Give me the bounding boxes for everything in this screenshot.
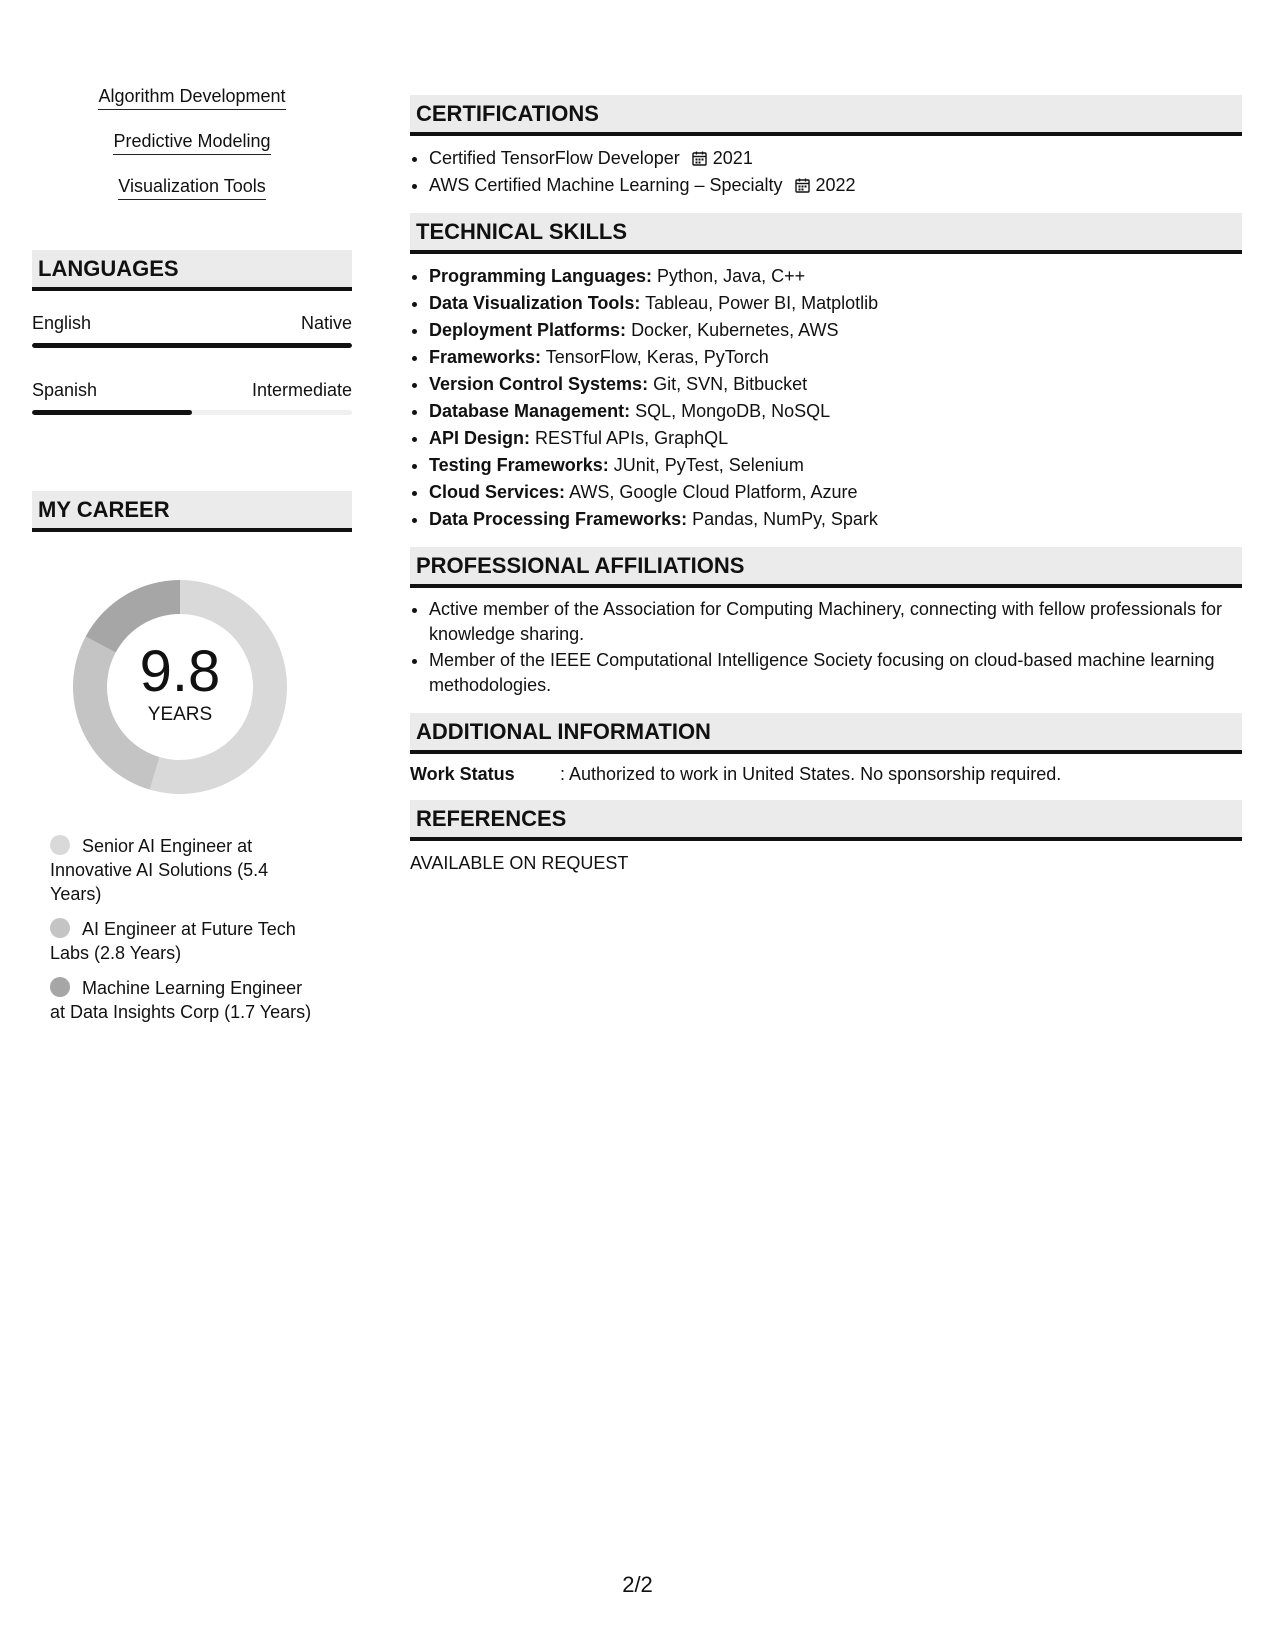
skill-category: API Design: — [429, 428, 531, 448]
additional-info-heading: ADDITIONAL INFORMATION — [410, 713, 1242, 754]
work-status-value: : Authorized to work in United States. No sponsorship required. — [560, 764, 1062, 784]
career-legend — [50, 834, 320, 1024]
language-name: Spanish — [32, 380, 98, 400]
skill-tag: Visualization Tools — [118, 174, 265, 200]
career-legend-item — [50, 976, 320, 1024]
references-text: AVAILABLE ON REQUEST — [410, 853, 629, 873]
calendar-icon — [795, 178, 810, 193]
skill-values: Git, SVN, Bitbucket — [653, 374, 808, 394]
certification-item — [429, 172, 1242, 199]
language-proficiency-fill — [32, 343, 352, 348]
skill-values: SQL, MongoDB, NoSQL — [635, 401, 831, 421]
skill-category: Data Visualization Tools: — [429, 293, 641, 313]
language-level: Intermediate — [251, 380, 352, 400]
technical-skill-item — [429, 398, 1242, 425]
skill-values: Pandas, NumPy, Spark — [692, 509, 878, 529]
skill-category: Deployment Platforms: — [429, 320, 627, 340]
career-legend-item — [50, 834, 320, 906]
skill-values: RESTful APIs, GraphQL — [535, 428, 729, 448]
skill-category: Testing Frameworks: — [429, 455, 609, 475]
technical-skill-item — [429, 344, 1242, 371]
skill-values: Python, Java, C++ — [657, 266, 806, 286]
certification-name: Certified TensorFlow Developer — [429, 148, 680, 168]
skill-category: Data Processing Frameworks: — [429, 509, 688, 529]
language-name: English — [32, 313, 92, 333]
skill-category: Programming Languages: — [429, 266, 653, 286]
affiliations-heading: PROFESSIONAL AFFILIATIONS — [410, 547, 1242, 588]
technical-skills-list — [410, 263, 1242, 533]
legend-dot-icon — [50, 918, 70, 938]
skill-tag: Algorithm Development — [98, 84, 285, 110]
certification-item — [429, 145, 1242, 172]
skill-values: Tableau, Power BI, Matplotlib — [645, 293, 879, 313]
skill-category: Cloud Services: — [429, 482, 566, 502]
technical-skill-item — [429, 479, 1242, 506]
work-status-label: Work Status — [410, 764, 515, 784]
calendar-icon — [692, 151, 707, 166]
career-heading: MY CAREER — [32, 491, 352, 532]
language-proficiency-bar — [32, 410, 352, 415]
technical-skill-item — [429, 290, 1242, 317]
career-legend-label: Machine Learning Engineer at Data Insights Corp (1.7 Years) — [50, 978, 312, 1022]
language-item — [32, 311, 352, 348]
affiliation-item: • Active member of the Association for Computing Machinery, connecting with fellow professionals for knowledge sharing. — [429, 597, 1242, 646]
career-donut-center — [65, 572, 295, 802]
certification-name: AWS Certified Machine Learning – Specialty — [429, 175, 783, 195]
technical-skill-item — [429, 263, 1242, 290]
technical-skill-item — [429, 425, 1242, 452]
language-proficiency-fill — [32, 410, 192, 415]
skill-tag: Predictive Modeling — [113, 129, 270, 155]
skill-tags — [32, 84, 352, 219]
page-number: 2/2 — [622, 1572, 653, 1597]
career-legend-item — [50, 917, 320, 965]
affiliations-list — [410, 597, 1242, 697]
technical-skill-item — [429, 317, 1242, 344]
career-legend-label: AI Engineer at Future Tech Labs (2.8 Years) — [50, 919, 296, 963]
career-legend-label: Senior AI Engineer at Innovative AI Solutions (5.4 Years) — [50, 836, 269, 904]
skill-category: Version Control Systems: — [429, 374, 649, 394]
certifications-list — [410, 145, 1242, 199]
skill-values: AWS, Google Cloud Platform, Azure — [569, 482, 858, 502]
language-proficiency-bar — [32, 343, 352, 348]
work-status-row — [410, 762, 1242, 786]
certification-year: 2021 — [712, 148, 753, 168]
technical-skills-heading: TECHNICAL SKILLS — [410, 213, 1242, 254]
certifications-heading: CERTIFICATIONS — [410, 95, 1242, 136]
career-total-unit: YEARS — [147, 704, 213, 725]
skill-values: Docker, Kubernetes, AWS — [631, 320, 839, 340]
right-column — [410, 95, 1242, 875]
language-item — [32, 378, 352, 415]
technical-skill-item — [429, 371, 1242, 398]
languages-heading: LANGUAGES — [32, 250, 352, 291]
references-heading: REFERENCES — [410, 800, 1242, 841]
skill-values: TensorFlow, Keras, PyTorch — [545, 347, 769, 367]
legend-dot-icon — [50, 977, 70, 997]
affiliation-item: • Member of the IEEE Computational Intelligence Society focusing on cloud-based machine learning methodologies. — [429, 648, 1242, 697]
certification-year: 2022 — [815, 175, 856, 195]
career-donut-chart — [65, 572, 295, 802]
skill-values: JUnit, PyTest, Selenium — [613, 455, 804, 475]
career-total-years: 9.8 — [139, 639, 221, 704]
skill-category: Frameworks: — [429, 347, 542, 367]
language-level: Native — [300, 313, 352, 333]
technical-skill-item — [429, 506, 1242, 533]
skill-category: Database Management: — [429, 401, 631, 421]
left-column — [32, 84, 352, 1035]
technical-skill-item — [429, 452, 1242, 479]
legend-dot-icon — [50, 835, 70, 855]
